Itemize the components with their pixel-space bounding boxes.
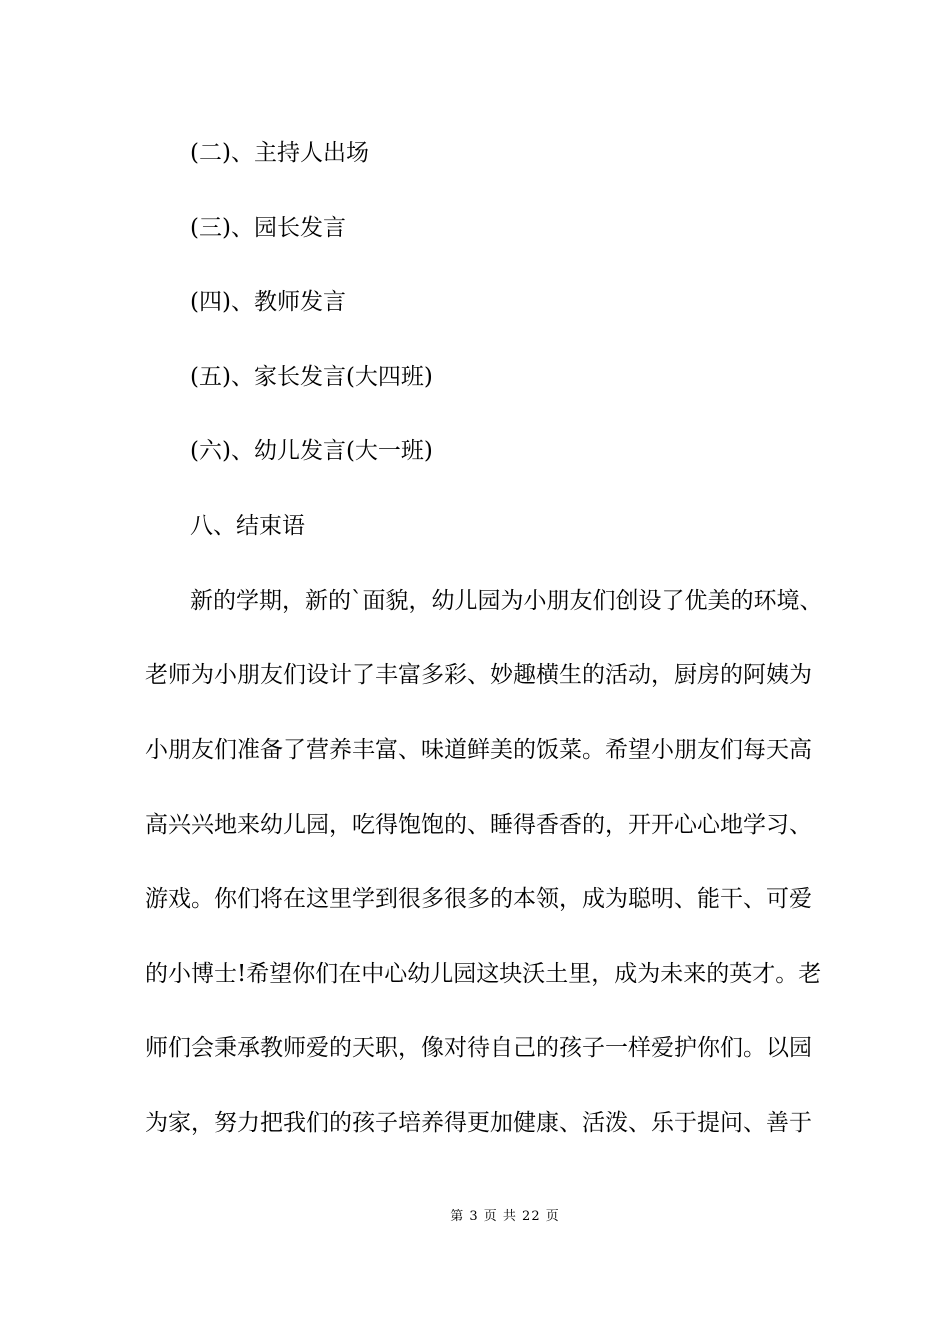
outline-item-2: (二)、主持人出场 [190,140,369,166]
paragraph-line: 游戏。你们将在这里学到很多很多的本领，成为聪明、能干、可爱 [145,886,812,912]
paragraph-line: 新的学期，新的`面貌，幼儿园为小朋友们创设了优美的环境、 [190,588,823,614]
paragraph-line: 高兴兴地来幼儿园，吃得饱饱的、睡得香香的，开开心心地学习、 [145,812,812,838]
page-number-footer: 第 3 页 共 22 页 [450,1209,560,1224]
paragraph-line: 小朋友们准备了营养丰富、味道鲜美的饭菜。希望小朋友们每天高 [145,737,812,763]
paragraph-line: 为家，努力把我们的孩子培养得更加健康、活泼、乐于提问、善于 [145,1110,812,1136]
outline-item-4: (四)、教师发言 [190,289,346,315]
outline-item-5: (五)、家长发言(大四班) [190,364,433,390]
outline-item-6: (六)、幼儿发言(大一班) [190,438,433,464]
section-heading-closing: 八、结束语 [190,513,305,539]
paragraph-line: 老师为小朋友们设计了丰富多彩、妙趣横生的活动，厨房的阿姨为 [145,662,812,688]
paragraph-line: 师们会秉承教师爱的天职，像对待自己的孩子一样爱护你们。以园 [145,1035,812,1061]
outline-item-3: (三)、园长发言 [190,215,346,241]
paragraph-line: 的小博士!希望你们在中心幼儿园这块沃土里，成为未来的英才。老 [145,961,822,987]
